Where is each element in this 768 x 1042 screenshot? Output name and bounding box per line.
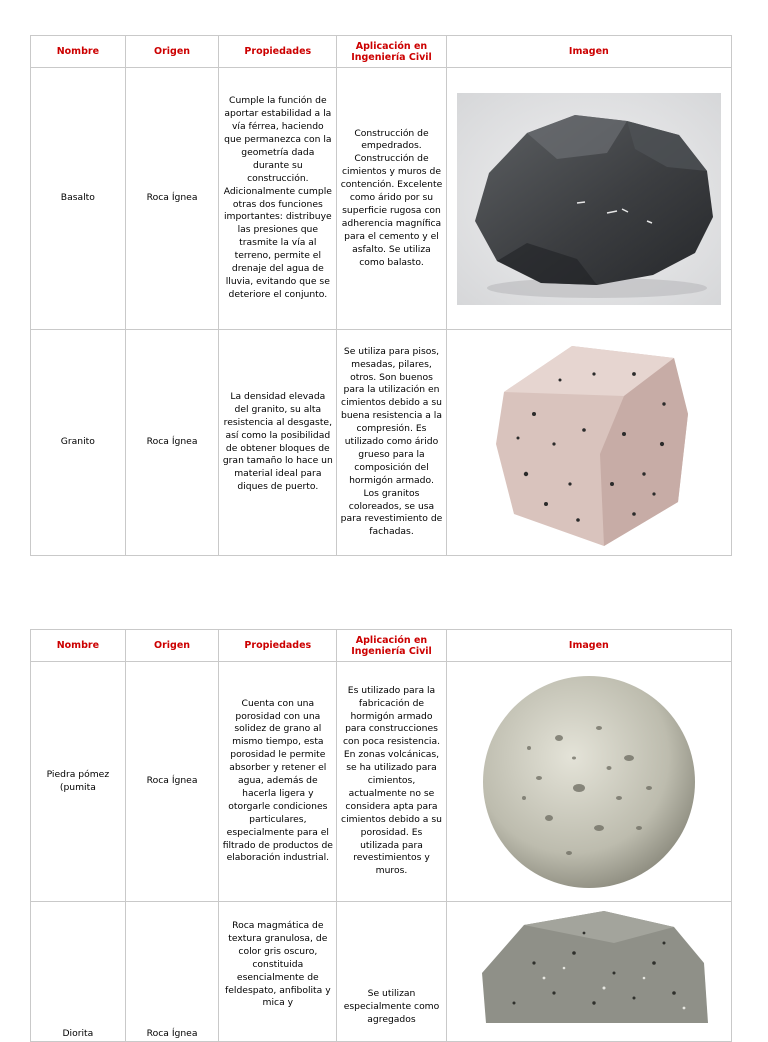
granito-rock-image (474, 334, 704, 552)
header-imagen: Imagen (446, 36, 731, 68)
rocks-table-2 (30, 629, 732, 1042)
cell-aplicacion: Se utilizan especialmente como agregados (337, 902, 446, 1042)
cell-nombre: Diorita (31, 902, 126, 1042)
cell-imagen (446, 330, 731, 556)
cell-aplicacion: Se utiliza para pisos, mesadas, pilares, otros. Son buenos para la utilización en cimientos debido a su buena resistencia a la compresión. Es utilizado como árido grueso para la composición del hormigón armado. Los granitos coloreados, se usa para revestimiento de fachadas. (337, 330, 446, 556)
table-row (31, 662, 732, 902)
cell-propiedades: Roca magmática de textura granulosa, de color gris oscuro, constituida esencialmente de feldespato, anfibolita y mica y (219, 902, 337, 1042)
header-nombre: Nombre (31, 630, 126, 662)
cell-nombre: Granito (31, 330, 126, 556)
header-origen: Origen (125, 630, 219, 662)
diorita-rock-image (464, 903, 714, 1023)
cell-aplicacion: Es utilizado para la fabricación de hormigón armado para construcciones con poca resistencia. En zonas volcánicas, se ha utilizado para cimientos, actualmente no se considera apta para cimientos debido a su porosidad. Es utilizada para revestimientos y muros. (337, 662, 446, 902)
header-nombre: Nombre (31, 36, 126, 68)
cell-imagen (446, 902, 731, 1042)
cell-origen: Roca Ígnea (125, 68, 219, 330)
header-aplicacion: Aplicación en Ingeniería Civil (337, 630, 446, 662)
rocks-table-1 (30, 35, 732, 556)
basalto-rock-image (457, 93, 721, 305)
header-propiedades: Propiedades (219, 36, 337, 68)
header-aplicacion: Aplicación en Ingeniería Civil (337, 36, 446, 68)
cell-origen: Roca Ígnea (125, 330, 219, 556)
table-row (31, 330, 732, 556)
cell-imagen (446, 68, 731, 330)
pumita-rock-image (469, 668, 709, 896)
cell-propiedades: Cuenta con una porosidad con una solidez de grano al mismo tiempo, esta porosidad le permite absorber y retener el agua, además de hacerla ligera y otorgarle condiciones particulares, especialmente para el filtrado de productos de elaboración industrial. (219, 662, 337, 902)
cell-aplicacion: Construcción de empedrados. Construcción de cimientos y muros de contención. Excelente como árido por su superficie rugosa con adherencia magnífica para el cemento y el asfalto. Se utiliza como balasto. (337, 68, 446, 330)
cell-nombre: Piedra pómez (pumita (31, 662, 126, 902)
table-header-row (31, 36, 732, 68)
header-imagen: Imagen (446, 630, 731, 662)
table-row (31, 68, 732, 330)
cell-propiedades: Cumple la función de aportar estabilidad a la vía férrea, haciendo que permanezca con la geometría dada durante su construcción. Adicionalmente cumple otras dos funciones importantes: distribuye las presiones que trasmite la vía al terreno, permite el drenaje del agua de lluvia, evitando que se deteriore el conjunto. (219, 68, 337, 330)
cell-nombre: Basalto (31, 68, 126, 330)
header-propiedades: Propiedades (219, 630, 337, 662)
header-origen: Origen (125, 36, 219, 68)
cell-propiedades: La densidad elevada del granito, su alta resistencia al desgaste, así como la posibilidad de obtener bloques de gran tamaño lo hace un material ideal para diques de puerto. (219, 330, 337, 556)
table-header-row (31, 630, 732, 662)
cell-origen: Roca Ígnea (125, 662, 219, 902)
cell-imagen (446, 662, 731, 902)
cell-origen: Roca Ígnea (125, 902, 219, 1042)
table-row (31, 902, 732, 1042)
